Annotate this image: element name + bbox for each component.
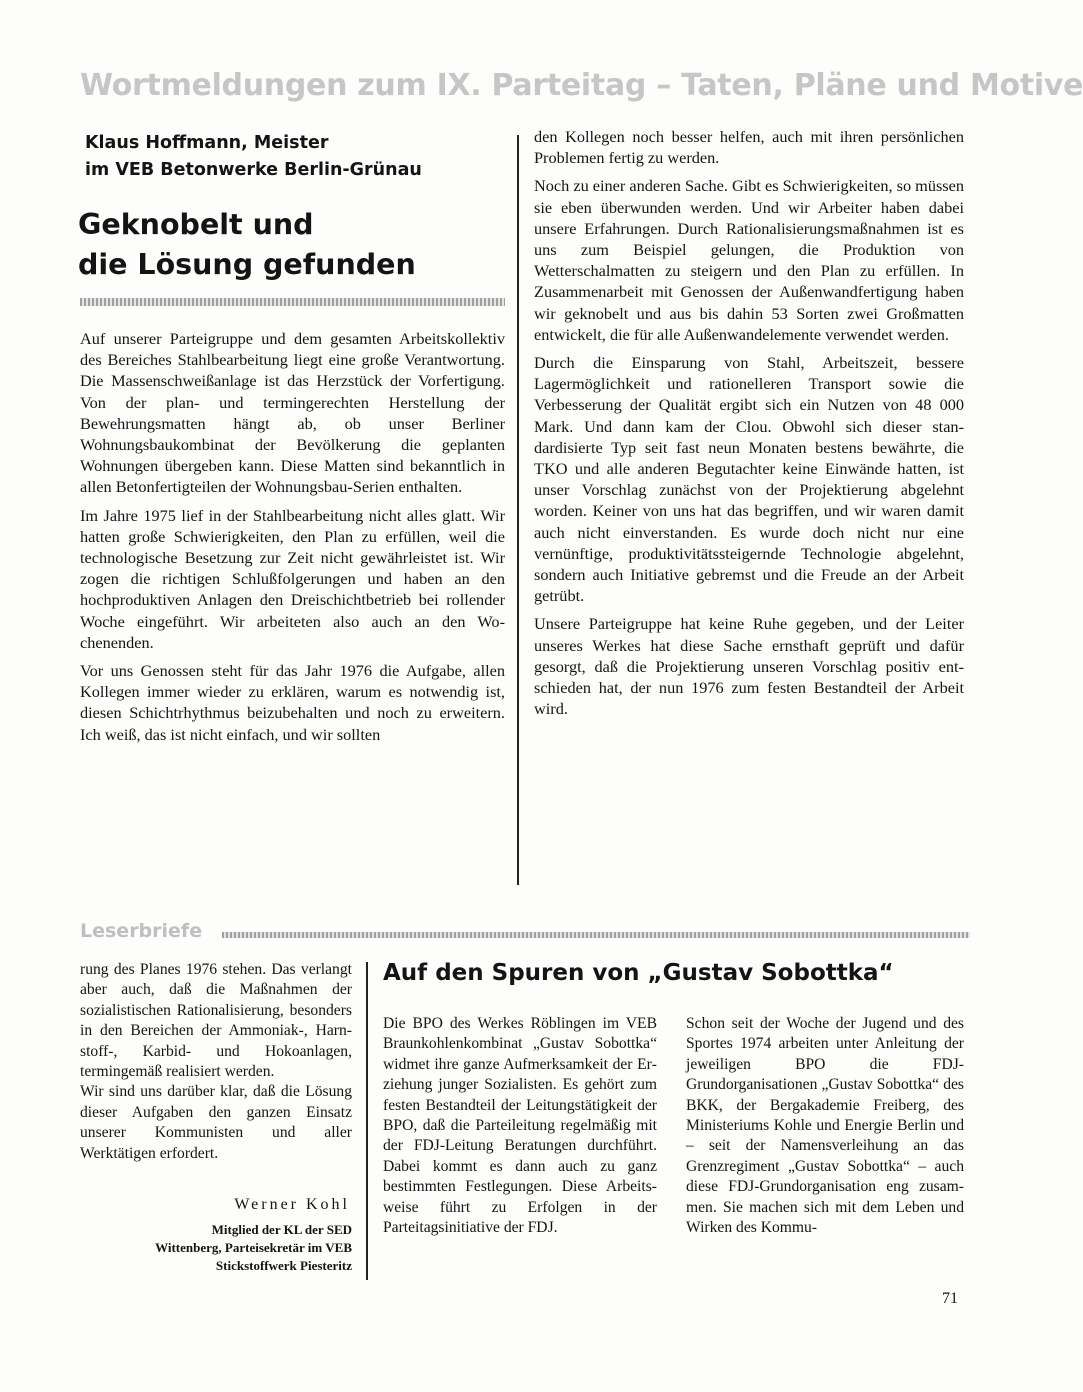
headline-rule bbox=[80, 298, 505, 306]
headline-line-2: die Lösung gefunden bbox=[78, 248, 416, 281]
letter-paragraph: rung des Planes 1976 stehen. Das verlangt aber auch, daß die Maßnahmen der sozialistischen Rationalisierung, besonders in den Bereichen der Ammoniak-, Harnstoff-, Karbid- und Hokoanlagen, termingemäß realisiert werden. bbox=[80, 961, 352, 1081]
signer-info bbox=[80, 1221, 352, 1275]
column-divider bbox=[517, 135, 519, 885]
letters-section-title: Leserbriefe bbox=[80, 920, 203, 942]
signer-info-line: Wittenberg, Parteisekretär im VEB bbox=[155, 1240, 352, 1255]
article-paragraph: den Kollegen noch besser helfen, auch mit ihren persönlichen Problemen fertig zu werden. bbox=[534, 127, 964, 168]
page-number: 71 bbox=[942, 1290, 958, 1307]
article-author bbox=[85, 130, 505, 184]
letter-signer: Werner Kohl bbox=[234, 1196, 350, 1213]
story-headline: Auf den Spuren von „Gustav Sobottka“ bbox=[383, 960, 894, 986]
headline-line-1: Geknobelt und bbox=[78, 208, 314, 241]
article-paragraph: Unsere Parteigruppe hat keine Ruhe gegeben, und der Leiter unseres Werkes hat diese Sache ernsthaft geprüft und dafür gesorgt, daß die Projektierung unseren Vorschlag positiv entschieden hat, der nun 1976 zum festen Bestandteil der Arbeit wird. bbox=[534, 614, 964, 719]
article-paragraph: Auf unserer Parteigruppe und dem gesamten Arbeitskollektiv des Bereiches Stahlbearbeitung liegt eine große Verantwortung. Die Massenschweißanlage ist das Herzstück der Vorfertigung. Von der plan- und termingerechten Herstellung der Bewehrungsmatten hängt ab, ob unser Berliner Wohnungsbaukombinat der Bevölkerung die geplanten Wohnungen übergeben kann. Diese Matten sind bekanntlich in allen Betonfertigteilen der Wohnungsbau-Serien enthalten. bbox=[80, 329, 505, 497]
article-left-column bbox=[80, 328, 505, 752]
letter-paragraph: Wir sind uns darüber klar, daß die Lösung dieser Aufgaben den ganzen Einsatz unserer Kommunisten und aller Werktätigen erfordert. bbox=[80, 1083, 352, 1162]
article-headline bbox=[78, 205, 518, 285]
article-paragraph: Vor uns Genossen steht für das Jahr 1976 die Aufgabe, allen Kollegen immer wieder zu erklären, warum es notwendig ist, diesen Schichtrhythmus beizubehalten und noch zu erweitern. Ich weiß, das ist nicht einfach, und wir sollten bbox=[80, 661, 505, 744]
letters-rule bbox=[222, 932, 970, 938]
story-column-2: Schon seit der Woche der Jugend und des Sportes 1974 arbeiten unter Anleitung der jeweiligen BPO die FDJ-Grundorganisationen „Gustav Sobottka“ des BKK, der Bergakademie Freiberg, des Ministeriums Kohle und Energie Berlin und – seit der Namensverleihung an das Grenzregiment „Gustav Sobottka“ – auch diese FDJ-Grundorganisation eng zusammen. Sie machen sich mit dem Leben und Wirken des Kommu- bbox=[686, 1015, 964, 1237]
article-paragraph: Noch zu einer anderen Sache. Gibt es Schwierigkeiten, so müssen sie eben überwunden werden. Und wir Arbeiter haben dabei unsere Erfahrungen. Durch Rationalisierungsmaßnahmen ist es uns zum Beispiel gelungen, die Produktion von Wetterschalmatten zu steigern und den Plan zu erfüllen. In Zusammenarbeit mit Genossen der Außenwandfertigung haben wir geknobelt und aus bis dahin 53 Sorten zwei Großmatten entwickelt, die für alle Außenwandelemente verwendet werden. bbox=[534, 176, 964, 344]
section-banner: Wortmeldungen zum IX. Parteitag – Taten, Pläne und Motive bbox=[80, 68, 1083, 103]
signer-info-line: Mitglied der KL der SED bbox=[211, 1222, 352, 1237]
author-line-2: im VEB Betonwerke Berlin-Grünau bbox=[85, 160, 422, 180]
author-line-1: Klaus Hoffmann, Meister bbox=[85, 133, 329, 153]
signer-info-line: Stickstoffwerk Piesteritz bbox=[215, 1258, 352, 1273]
story-column-1: Die BPO des Werkes Röblingen im VEB Braunkohlenkombinat „Gustav Sobottka“ widmet ihre ganze Aufmerksamkeit der Erziehung junger Sozialisten. Es gehört zum festen Bestandteil der Leitungstätigkeit der BPO, daß die Parteileitung regelmäßig mit der FDJ-Leitung Beratungen durchführt. Dabei kommt es dann auch zu ganz bestimmten Festlegungen. Diese Arbeitsweise führt zu Erfolgen in der Parteitagsinitiative der FDJ. bbox=[383, 1015, 657, 1237]
letters-divider bbox=[366, 962, 368, 1280]
letter-column bbox=[80, 960, 352, 1164]
article-paragraph: Im Jahre 1975 lief in der Stahlbearbeitung nicht alles glatt. Wir hatten große Schwierigkeiten, den Plan zu erfüllen, weil die technologische Besetzung zur Zeit nicht gewährleistet ist. Wir zogen die richtigen Schlußfolgerungen und haben an den hochproduktiven Anlagen den Dreischichtbetrieb bei rollender Woche eingeführt. Wir arbeiteten also auch an den Wochenenden. bbox=[80, 505, 505, 652]
article-paragraph: Durch die Einsparung von Stahl, Arbeitszeit, bessere Lagermöglichkeit und rationelleren Transport sowie die Verbesserung der Qualität ergibt sich ein Nutzen von 48 000 Mark. Und dann kam der Clou. Obwohl sich dieser standardisierte Typ seit fast neun Monaten bestens bewährte, die TKO und alle anderen Begutachter keine Einwände hatten, ist unser Vorschlag zunächst von der Projektierung abgelehnt worden. Keiner von uns hat das begriffen, und wir waren damit auch nicht einverstanden. Es wurde doch nicht nur eine vernünftige, produktivitätssteigernde Technologie abgelehnt, sondern auch Initiative gebremst und die Freude an der Arbeit getrübt. bbox=[534, 353, 964, 606]
article-right-column bbox=[534, 126, 964, 726]
